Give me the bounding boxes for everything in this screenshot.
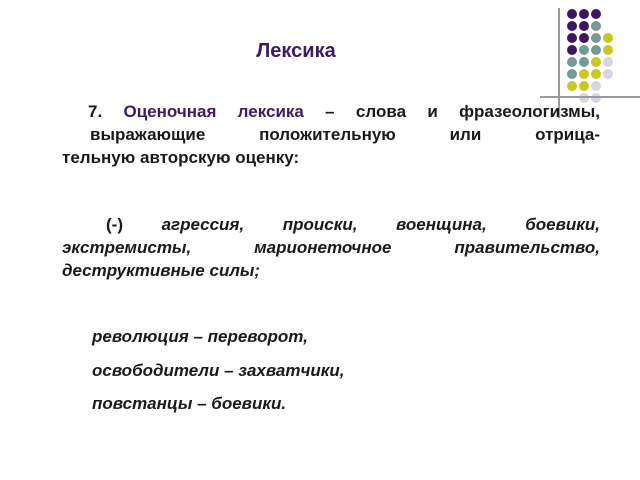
decorative-dot	[591, 81, 601, 91]
decorative-dot	[579, 21, 589, 31]
decorative-dot	[591, 69, 601, 79]
decorative-dot	[591, 45, 601, 55]
decorative-dot	[603, 33, 613, 43]
negative-marker: (-)	[106, 215, 123, 234]
definition-paragraph	[62, 100, 600, 169]
decorative-dot	[603, 45, 613, 55]
decorative-dot	[579, 69, 589, 79]
decorative-horizontal-line	[540, 96, 640, 98]
negative-line-2: экстремисты, марионеточное правительство,	[62, 238, 600, 257]
decorative-dot	[603, 69, 613, 79]
decorative-dot	[579, 9, 589, 19]
example-line-3: повстанцы – боевики.	[92, 394, 287, 413]
decorative-dot	[579, 81, 589, 91]
definition-line-2: выражающие положительную или отрица-	[90, 125, 600, 144]
slide-title: Лексика	[256, 40, 336, 62]
example-line-1: революция – переворот,	[92, 327, 308, 346]
negative-examples-paragraph	[62, 213, 600, 282]
decorative-dot	[567, 69, 577, 79]
example-line-2: освободители – захватчики,	[92, 361, 345, 380]
decorative-dot	[591, 33, 601, 43]
decorative-dot	[567, 9, 577, 19]
item-number: 7.	[88, 102, 103, 121]
term-label: Оценочная лексика	[123, 102, 304, 121]
decorative-dot	[567, 21, 577, 31]
decorative-dot	[603, 57, 613, 67]
decorative-dot	[591, 57, 601, 67]
decorative-dot	[591, 21, 601, 31]
definition-line-3: тельную авторскую оценку:	[62, 148, 300, 167]
decorative-dot	[567, 81, 577, 91]
decorative-dot	[591, 9, 601, 19]
definition-line-1: – слова и фразеологизмы,	[325, 102, 600, 121]
negative-line-3: деструктивные силы;	[62, 261, 261, 280]
negative-line-1: агрессия, происки, военщина, боевики,	[161, 215, 600, 234]
